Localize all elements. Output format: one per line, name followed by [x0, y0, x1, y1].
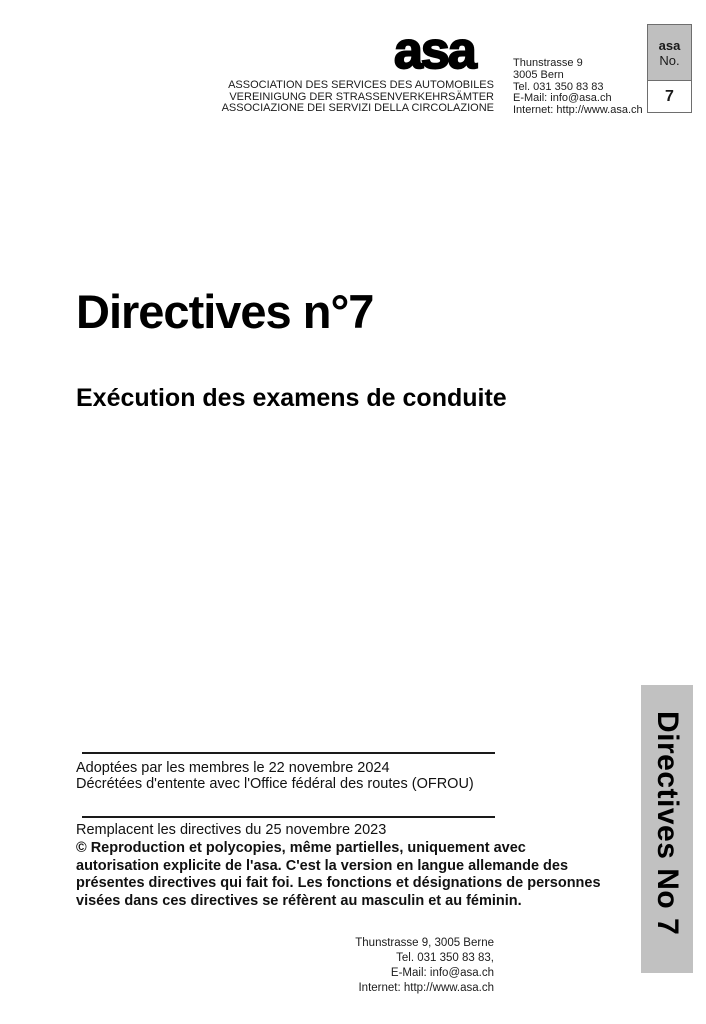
spine-label: Directives No 7 [651, 711, 684, 936]
asa-number-value: 7 [648, 81, 691, 112]
address-email: E-Mail: info@asa.ch [513, 92, 612, 105]
header-address-block [513, 58, 643, 117]
footer-website: Internet: http://www.asa.ch [358, 982, 494, 994]
adoption-block [76, 761, 474, 793]
address-city: 3005 Bern [513, 68, 564, 81]
document-subtitle: Exécution des examens de conduite [76, 384, 507, 412]
address-website: Internet: http://www.asa.ch [513, 104, 643, 117]
org-name-it: ASSOCIAZIONE DEI SERVIZI DELLA CIRCOLAZIONE [221, 102, 494, 114]
divider-rule-top [82, 752, 495, 754]
copyright-line-3: présentes directives qui fait foi. Les fonctions et désignations de personnes [76, 875, 601, 891]
copyright-notice [76, 840, 601, 910]
spine-strip [641, 685, 693, 973]
replacement-line: Remplacent les directives du 25 novembre 2023 [76, 822, 387, 838]
asa-number-box [647, 24, 692, 113]
adoption-line-members: Adoptées par les membres le 22 novembre 2024 [76, 760, 390, 776]
divider-rule-bottom [82, 816, 495, 818]
org-name-de: VEREINIGUNG DER STRASSENVERKEHRSÄMTER [229, 90, 494, 103]
document-title: Directives n°7 [76, 285, 374, 338]
asa-number-box-header [648, 25, 691, 81]
asa-logo: asa [394, 22, 475, 80]
adoption-line-ofrou: Décrétées d'entente avec l'Office fédéral des routes (OFROU) [76, 775, 474, 792]
copyright-line-4: visées dans ces directives se réfèrent au masculin et au féminin. [76, 892, 522, 909]
asa-number-box-label-asa: asa [658, 37, 681, 53]
organization-names [178, 80, 494, 115]
copyright-line-2: autorisation explicite de l'asa. C'est la version en langue allemande des [76, 857, 569, 874]
footer-phone: Tel. 031 350 83 83, [396, 952, 494, 964]
footer-street-city: Thunstrasse 9, 3005 Berne [355, 937, 494, 949]
address-phone: Tel. 031 350 83 83 [513, 80, 604, 93]
copyright-line-1: © Reproduction et polycopies, même partielles, uniquement avec [76, 840, 526, 856]
org-name-fr: ASSOCIATION DES SERVICES DES AUTOMOBILES [228, 79, 494, 91]
footer-email: E-Mail: info@asa.ch [390, 967, 494, 979]
footer-address-block [200, 936, 494, 996]
address-street: Thunstrasse 9 [513, 57, 583, 69]
asa-number-box-label-no: No. [659, 52, 680, 68]
